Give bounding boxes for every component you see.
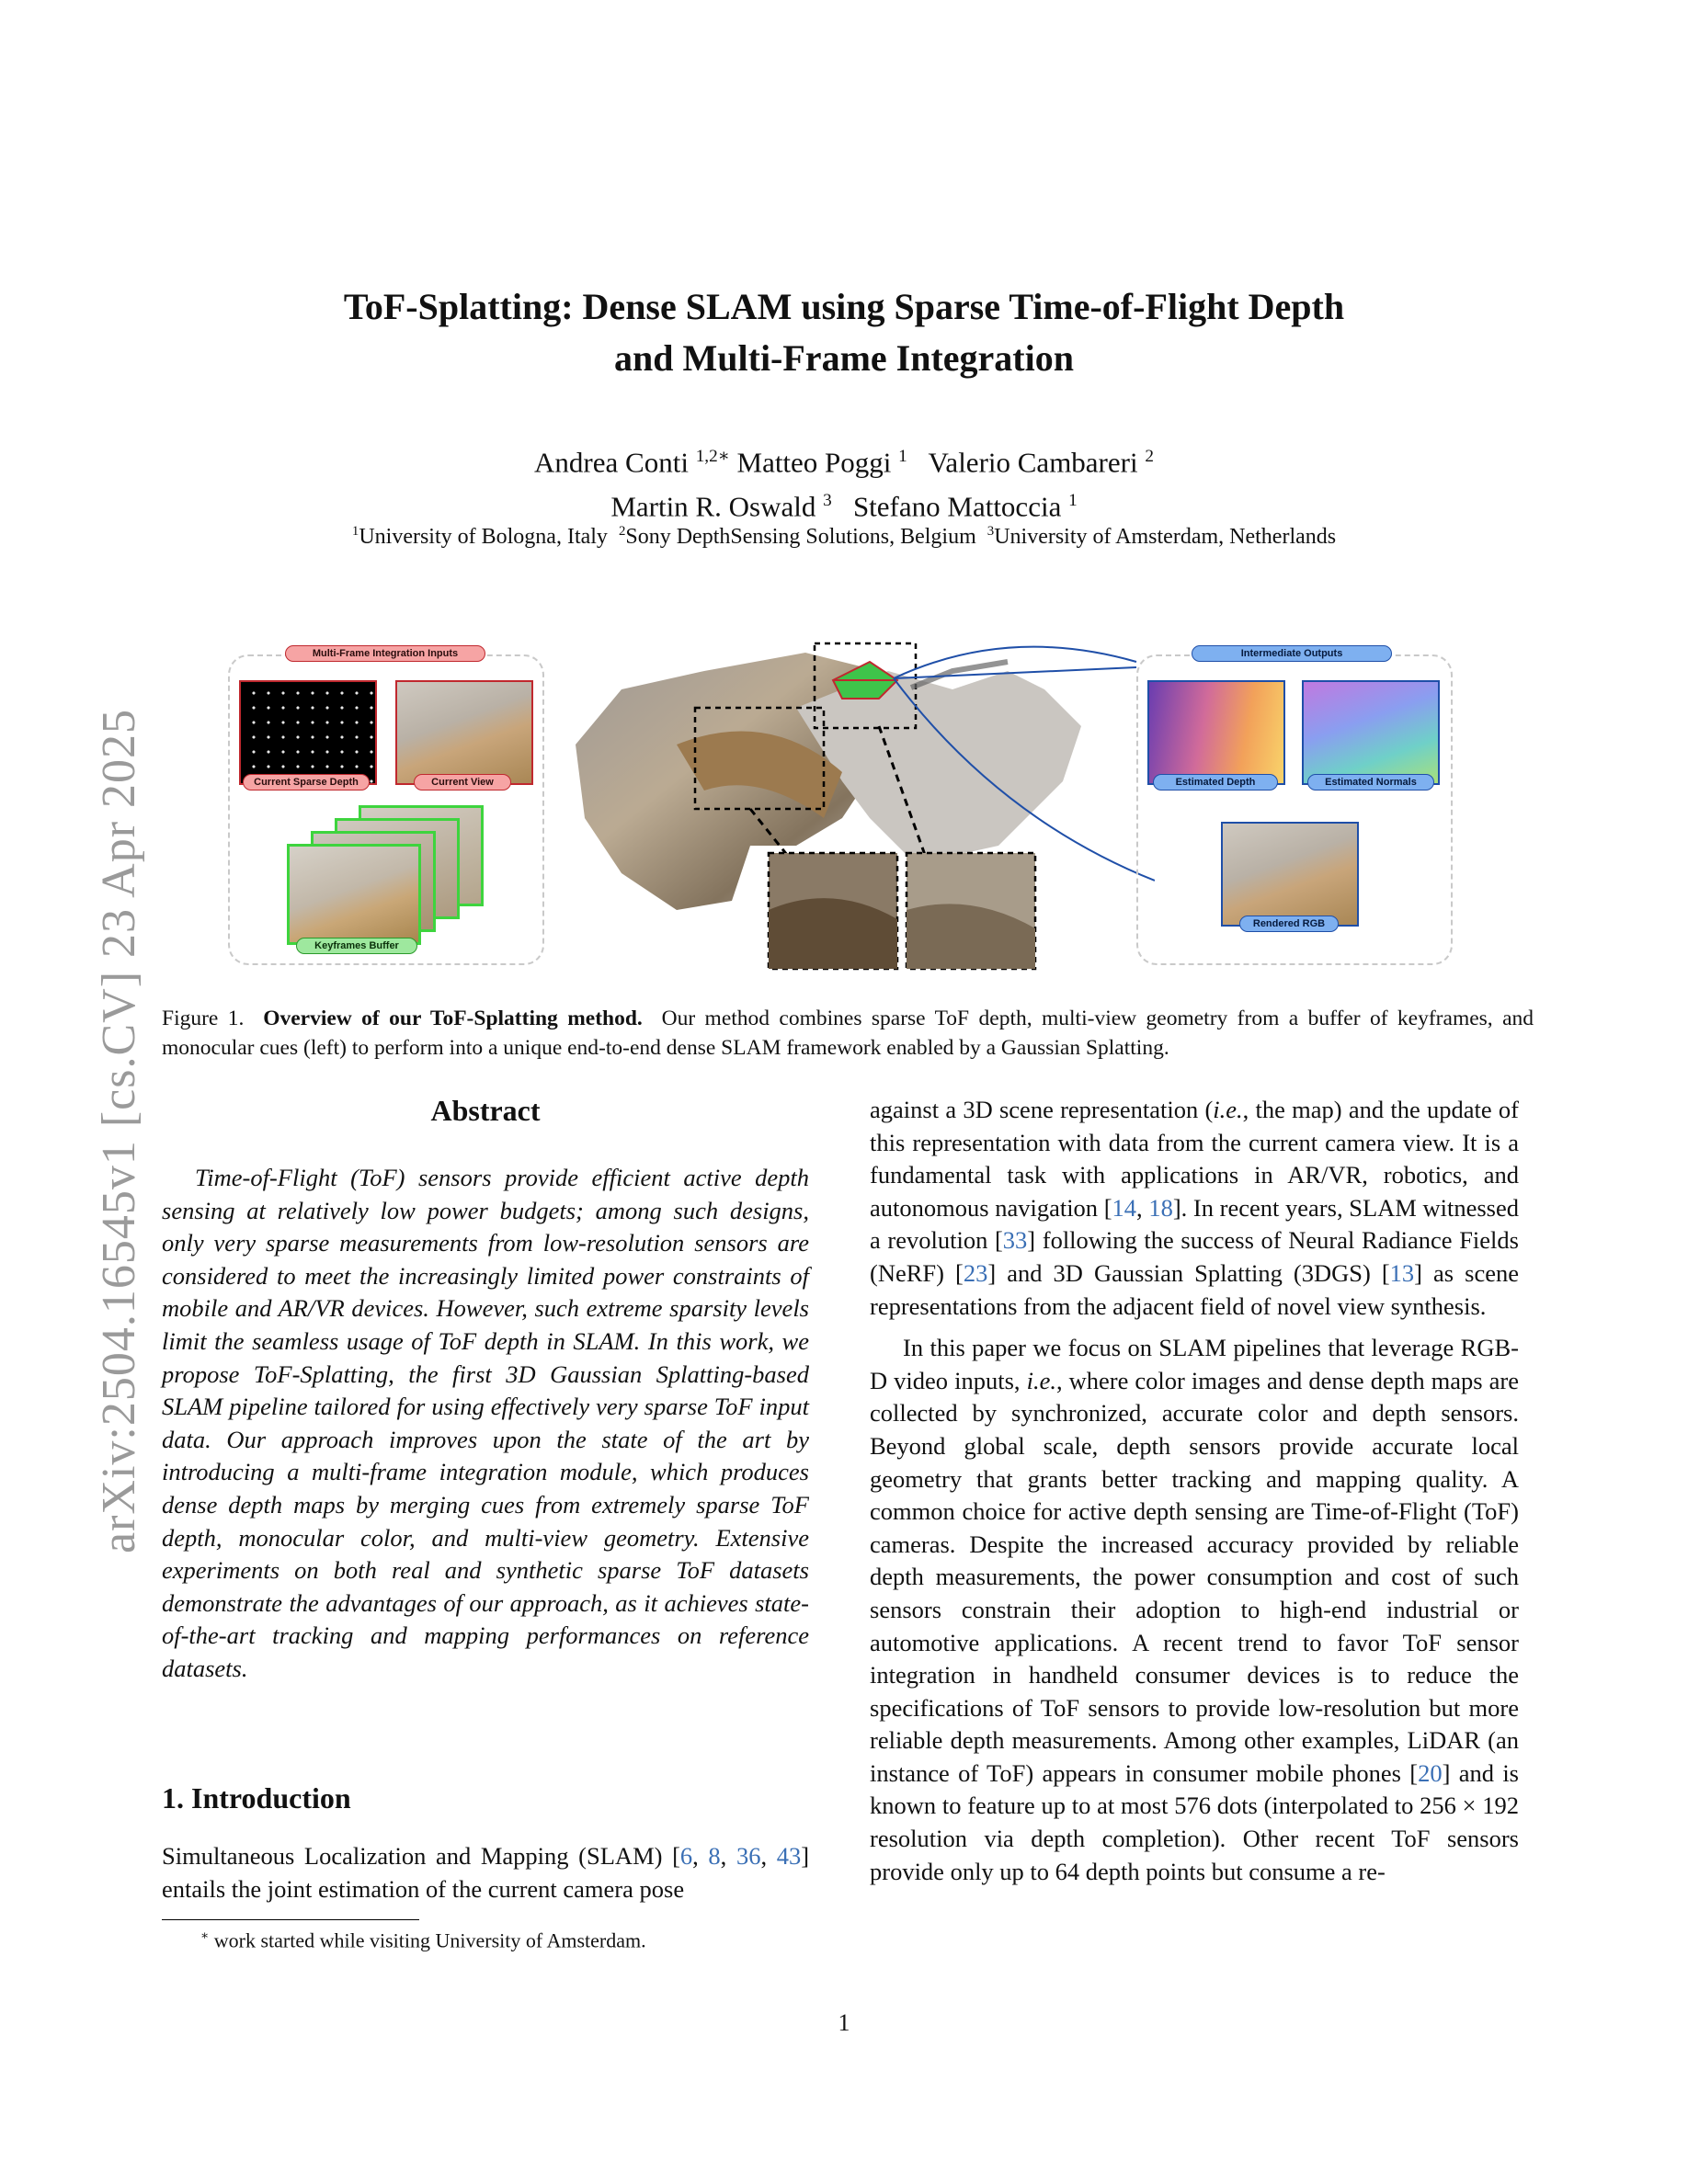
paper-title bbox=[0, 281, 1688, 384]
figure-overview bbox=[217, 634, 1467, 984]
affiliation: University of Amsterdam, Netherlands bbox=[994, 525, 1337, 549]
label-multi-frame-inputs: Multi-Frame Integration Inputs bbox=[285, 645, 485, 662]
page-number: 1 bbox=[838, 2009, 850, 2036]
right-column-text bbox=[870, 1094, 1519, 1888]
text-run: against a 3D scene representation ( bbox=[870, 1096, 1214, 1123]
caption-text: Our method combines sparse ToF depth, multi-view geometry from a buffer of keyframes, and monocular cues (left) to perform into a unique end-to-end dense SLAM framework enabled by a Gaussian Splatting. bbox=[162, 1007, 1534, 1060]
author-affil-mark: 3 bbox=[823, 491, 832, 511]
author-name: Andrea Conti bbox=[534, 446, 689, 479]
label-keyframes-buffer: Keyframes Buffer bbox=[296, 938, 417, 954]
paragraph bbox=[870, 1332, 1519, 1888]
rendered-rgb-thumbnail bbox=[1221, 822, 1359, 927]
label-current-view: Current View bbox=[414, 774, 511, 791]
text-run: i.e. bbox=[1213, 1096, 1243, 1123]
estimated-normals-thumbnail bbox=[1302, 680, 1440, 785]
introduction-text bbox=[162, 1840, 809, 1905]
citation-link[interactable]: 23 bbox=[963, 1258, 988, 1287]
author-affil-mark: 1 bbox=[1068, 491, 1078, 511]
caption-prefix: Figure 1. bbox=[162, 1007, 245, 1030]
footnote bbox=[200, 1928, 646, 1952]
caption-bold: Overview of our ToF-Splatting method. bbox=[263, 1007, 643, 1030]
text-run: In this paper we focus on SLAM pipelines that leverage RGB-D video inputs, bbox=[870, 1334, 1519, 1394]
text-run: ] and is known to feature up to at most 576 dots (interpolated to 256 × 192 resolution via depth completion). Other recent ToF sensors provide only up to 64 depth points but consume a re- bbox=[870, 1758, 1519, 1885]
label-estimated-depth: Estimated Depth bbox=[1153, 774, 1278, 791]
paragraph bbox=[870, 1094, 1519, 1323]
affil-mark: 3 bbox=[987, 524, 995, 539]
citation-link[interactable]: 8 bbox=[708, 1842, 721, 1870]
author-name: Martin R. Oswald bbox=[610, 490, 816, 523]
citation-link[interactable]: 33 bbox=[1002, 1226, 1028, 1255]
citation-link[interactable]: 36 bbox=[736, 1842, 761, 1870]
author-line-1 bbox=[0, 438, 1688, 482]
text-run: , the map) and the update of this representation with data from the current camera view. It is a fundamental task with applications in AR/VR, robotics, and autonomous navigation [ bbox=[870, 1096, 1520, 1222]
figure-caption bbox=[162, 1004, 1534, 1063]
citation-link[interactable]: 18 bbox=[1148, 1193, 1173, 1222]
text-run: ]. In recent years, SLAM witnessed a revolution [ bbox=[870, 1193, 1520, 1255]
title-line-1: ToF-Splatting: Dense SLAM using Sparse Time-of-Flight Depth bbox=[343, 286, 1345, 327]
keyframe-stack bbox=[294, 805, 478, 934]
title-line-2: and Multi-Frame Integration bbox=[614, 337, 1074, 379]
author-list bbox=[0, 438, 1688, 527]
text-run: ] following the success of Neural Radiance Fields (NeRF) [ bbox=[870, 1226, 1519, 1287]
estimated-depth-thumbnail bbox=[1147, 680, 1285, 785]
affiliation: Sony DepthSensing Solutions, Belgium bbox=[625, 525, 976, 549]
affil-mark: 1 bbox=[351, 524, 359, 539]
author-name: Matteo Poggi bbox=[736, 446, 892, 479]
label-current-sparse-depth: Current Sparse Depth bbox=[243, 774, 370, 791]
text-run: Simultaneous Localization and Mapping (SLAM) [ bbox=[162, 1842, 680, 1870]
footnote-mark: ∗ bbox=[200, 1928, 210, 1942]
author-affil-mark: 1 bbox=[898, 447, 907, 466]
footnote-text: work started while visiting University of Amsterdam. bbox=[213, 1928, 646, 1952]
author-name: Valerio Cambareri bbox=[928, 446, 1138, 479]
separator: , bbox=[692, 1842, 709, 1870]
abstract-heading: Abstract bbox=[430, 1094, 541, 1127]
label-estimated-normals: Estimated Normals bbox=[1307, 774, 1434, 791]
separator: , bbox=[760, 1842, 777, 1870]
abstract-text: Time-of-Flight (ToF) sensors provide efficient active depth sensing at relatively low power budgets; among such designs, only very sparse measurements from low-resolution sensors are considered to meet the increasingly limited power constraints of mobile and AR/VR devices. However, such extreme sparsity levels limit the seamless usage of ToF depth in SLAM. In this work, we propose ToF-Splatting, the first 3D Gaussian Splatting-based SLAM pipeline tailored for using effectively very sparse ToF input data. Our approach improves upon the state of the art by introducing a multi-frame integration module, which produces dense depth maps by merging cues from extremely sparse ToF depth, monocular color, and multi-view geometry. Extensive experiments on both real and synthetic sparse ToF datasets demonstrate the advantages of our approach, as it achieves state-of-the-art tracking and mapping performances on reference datasets. bbox=[162, 1164, 809, 1682]
arxiv-identifier: arXiv:2504.16545v1 [cs.CV] 23 Apr 2025 bbox=[93, 708, 145, 1553]
label-intermediate-outputs: Intermediate Outputs bbox=[1192, 645, 1392, 662]
author-affil-mark: 1,2∗ bbox=[695, 447, 730, 466]
citation-link[interactable]: 20 bbox=[1418, 1758, 1443, 1787]
citation-link[interactable]: 43 bbox=[776, 1842, 802, 1870]
affiliations bbox=[0, 524, 1688, 550]
author-affil-mark: 2 bbox=[1145, 447, 1154, 466]
text-run: , where color images and dense depth maps are collected by synchronized, accurate color and depth sensors. Beyond global scale, depth sensors provide accurate local geometry that grants better tracking and mapping quality. A common choice for active depth sensing are Time-of-Flight (ToF) cameras. Despite the increased accuracy provided by reliable depth measurements, the power consumption and cost of such sensors constrain their adoption to high-end industrial or automotive applications. A recent trend to favor ToF sensor integration in handheld consumer devices is to reduce the specifications of ToF sensors to provide low-resolution but more reliable depth measurements. Among other examples, LiDAR (an instance of ToF) appears in consumer mobile phones [ bbox=[870, 1366, 1519, 1787]
text-run: ] entails the joint estimation of the current camera pose bbox=[162, 1842, 810, 1903]
author-line-2 bbox=[0, 482, 1688, 526]
footnote-rule bbox=[162, 1919, 419, 1920]
text-run: ] as scene representations from the adjacent field of novel view synthesis. bbox=[870, 1258, 1520, 1320]
affiliation: University of Bologna, Italy bbox=[359, 525, 608, 549]
separator: , bbox=[720, 1842, 736, 1870]
separator: , bbox=[1136, 1193, 1149, 1222]
label-rendered-rgb: Rendered RGB bbox=[1239, 916, 1339, 932]
text-run: ] and 3D Gaussian Splatting (3DGS) [ bbox=[987, 1258, 1390, 1287]
affil-mark: 2 bbox=[618, 524, 626, 539]
sparse-depth-thumbnail bbox=[239, 680, 377, 785]
introduction-heading: 1. Introduction bbox=[162, 1781, 351, 1814]
text-run: i.e. bbox=[1026, 1366, 1056, 1394]
gaussian-splat-reconstruction bbox=[566, 634, 1155, 974]
citation-link[interactable]: 13 bbox=[1389, 1258, 1415, 1287]
current-view-thumbnail bbox=[395, 680, 533, 785]
author-name: Stefano Mattoccia bbox=[852, 490, 1062, 523]
citation-link[interactable]: 14 bbox=[1112, 1193, 1137, 1222]
citation-link[interactable]: 6 bbox=[679, 1842, 693, 1870]
